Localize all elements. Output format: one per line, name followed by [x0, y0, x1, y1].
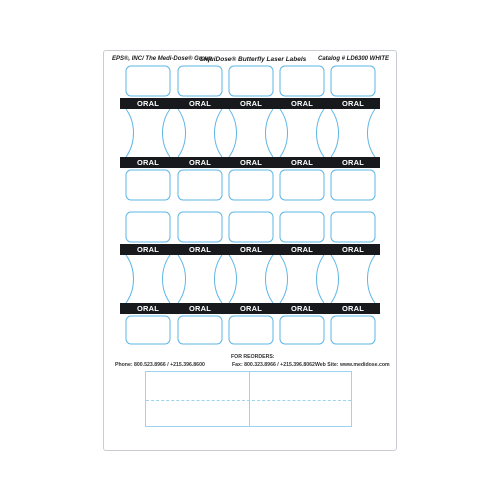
oral-label-text: ORAL: [136, 245, 160, 254]
oral-label-text: ORAL: [290, 245, 314, 254]
label-tab-1-1: [126, 66, 170, 96]
label-tab-4-3: [229, 316, 273, 344]
phone-numbers: Phone: 800.523.8966 / +215.396.8600: [115, 362, 205, 368]
label-waist-upper-4: [280, 109, 324, 157]
coupon-fold-line: [146, 400, 351, 401]
label-waist-lower-1: [126, 255, 170, 303]
label-tab-2-1: [126, 170, 170, 200]
label-tab-3-1: [126, 212, 170, 242]
label-waist-upper-5: [331, 109, 375, 157]
label-tab-4-5: [331, 316, 375, 344]
oral-label-text: ORAL: [188, 99, 212, 108]
oral-label-text: ORAL: [136, 304, 160, 313]
oral-label-text: ORAL: [290, 304, 314, 313]
oral-label-text: ORAL: [136, 158, 160, 167]
label-waist-lower-2: [178, 255, 222, 303]
oral-label-text: ORAL: [239, 245, 263, 254]
oral-label-text: ORAL: [290, 99, 314, 108]
label-tab-2-4: [280, 170, 324, 200]
oral-label-text: ORAL: [188, 304, 212, 313]
label-waist-upper-3: [229, 109, 273, 157]
label-waist-upper-1: [126, 109, 170, 157]
oral-label-text: ORAL: [341, 245, 365, 254]
oral-label-text: ORAL: [341, 304, 365, 313]
oral-label-text: ORAL: [239, 99, 263, 108]
fax-numbers: Fax: 800.323.8966 / +215.396.8062: [232, 362, 315, 368]
label-waist-upper-2: [178, 109, 222, 157]
label-tab-2-3: [229, 170, 273, 200]
catalog-number: Catalog # LD6300 WHITE: [318, 56, 390, 62]
label-tab-3-2: [178, 212, 222, 242]
reorder-coupon: [145, 371, 352, 427]
label-tab-3-4: [280, 212, 324, 242]
label-waist-lower-3: [229, 255, 273, 303]
label-tab-1-4: [280, 66, 324, 96]
label-tab-1-3: [229, 66, 273, 96]
website: Web Site: www.medidose.com: [315, 362, 390, 368]
oral-label-text: ORAL: [239, 158, 263, 167]
oral-label-text: ORAL: [188, 158, 212, 167]
oral-label-text: ORAL: [290, 158, 314, 167]
label-tab-1-2: [178, 66, 222, 96]
company-name: EPS®, INC/ The Medi-Dose® Group: [112, 56, 213, 62]
label-tab-4-4: [280, 316, 324, 344]
oral-label-text: ORAL: [136, 99, 160, 108]
reorder-title: FOR REORDERS:: [231, 354, 275, 360]
label-tab-3-5: [331, 212, 375, 242]
label-tab-4-1: [126, 316, 170, 344]
oral-label-text: ORAL: [188, 245, 212, 254]
oral-label-text: ORAL: [341, 158, 365, 167]
label-tab-3-3: [229, 212, 273, 242]
oral-label-text: ORAL: [239, 304, 263, 313]
label-tab-4-2: [178, 316, 222, 344]
label-tab-2-2: [178, 170, 222, 200]
label-waist-lower-4: [280, 255, 324, 303]
coupon-divider: [249, 372, 250, 426]
label-waist-lower-5: [331, 255, 375, 303]
sheet-title: LiquiDose® Butterfly Laser Labels: [200, 56, 307, 63]
label-tab-2-5: [331, 170, 375, 200]
label-tab-1-5: [331, 66, 375, 96]
oral-label-text: ORAL: [341, 99, 365, 108]
